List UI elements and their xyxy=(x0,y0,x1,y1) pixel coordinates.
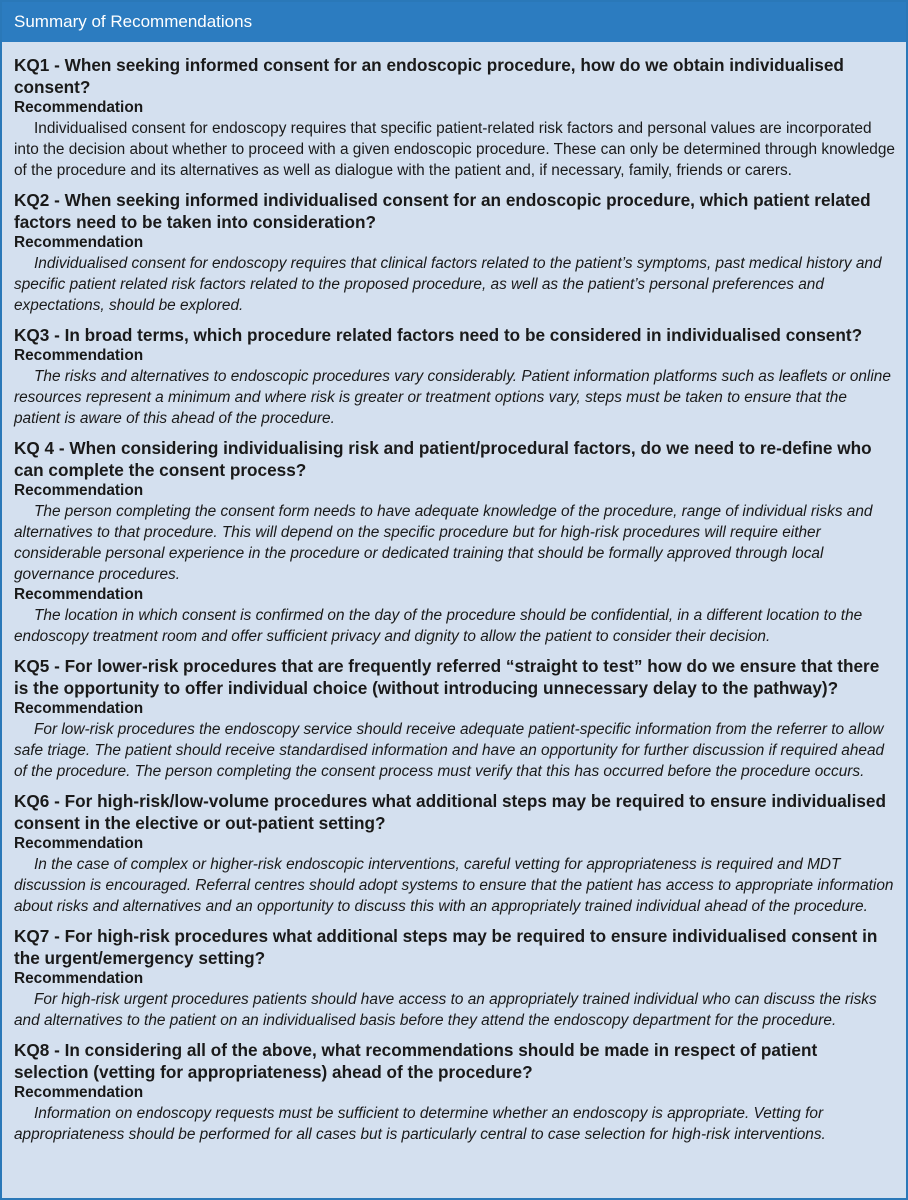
recommendation-label: Recommendation xyxy=(14,970,144,987)
recommendations-list xyxy=(2,42,906,1145)
recommendation-label: Recommendation xyxy=(14,835,144,852)
recommendation-text: In the case of complex or higher-risk endoscopic interventions, careful vetting for appropriateness is required and MDT discussion is encouraged. Referral centres should adopt systems to ensure that the patient has access to appropriate information about risks and alternatives and an opportunity to discuss this with an appropriately trained individual ahead of the procedure. xyxy=(14,856,894,915)
kq-3 xyxy=(14,324,896,429)
kq-8 xyxy=(14,1039,896,1145)
kq-1 xyxy=(14,54,896,181)
kq-question: KQ7 - For high-risk procedures what additional steps may be required to ensure individualised consent in the urgent/emergency setting? xyxy=(14,926,878,968)
recommendation-label: Recommendation xyxy=(14,586,144,603)
recommendation-label: Recommendation xyxy=(14,700,144,717)
recommendation-text: Individualised consent for endoscopy requires that specific patient-related risk factors and personal values are incorporated into the decision about whether to proceed with a given endoscopic procedure. These can only be determined through knowledge of the procedure and its alternatives as well as dialogue with the patient and, if necessary, family, friends or carers. xyxy=(14,120,895,179)
kq-question: KQ 4 - When considering individualising risk and patient/procedural factors, do we need to re-define who can complete the consent process? xyxy=(14,438,872,480)
panel-header xyxy=(2,2,906,42)
recommendation-label: Recommendation xyxy=(14,234,144,251)
recommendation-label: Recommendation xyxy=(14,482,144,499)
kq-2 xyxy=(14,189,896,316)
recommendation-text: The person completing the consent form needs to have adequate knowledge of the procedure, range of individual risks and alternatives to that procedure. This will depend on the specific procedure but for high-risk procedures will require either considerable personal experience in the procedure or dedicated training that should be formally approved through local governance procedures. xyxy=(14,503,873,583)
recommendation-label: Recommendation xyxy=(14,99,144,116)
kq-5 xyxy=(14,655,896,782)
panel-title: Summary of Recommendations xyxy=(14,12,253,31)
kq-question: KQ2 - When seeking informed individualised consent for an endoscopic procedure, which patient related factors need to be taken into consideration? xyxy=(14,190,871,232)
recommendation-text: The location in which consent is confirmed on the day of the procedure should be confidential, in a different location to the endoscopy treatment room and offer sufficient privacy and dignity to allow the patient to consider their decision. xyxy=(14,607,863,645)
kq-6 xyxy=(14,790,896,917)
recommendation-text: For high-risk urgent procedures patients should have access to an appropriately trained individual who can discuss the risks and alternatives to the patient on an individualised basis before they attend the endoscopy department for the procedure. xyxy=(14,991,877,1029)
recommendation-label: Recommendation xyxy=(14,347,144,364)
recommendation-text: Individualised consent for endoscopy requires that clinical factors related to the patient’s symptoms, past medical history and specific patient related risk factors related to the proposed procedure, as well as the patient’s personal preferences and expectations, should be explored. xyxy=(14,255,882,314)
kq-7 xyxy=(14,925,896,1031)
kq-question: KQ1 - When seeking informed consent for an endoscopic procedure, how do we obtain individualised consent? xyxy=(14,55,844,97)
recommendation-text: Information on endoscopy requests must be sufficient to determine whether an endoscopy is appropriate. Vetting for appropriateness should be performed for all cases but is particularly central to case selection for high-risk interventions. xyxy=(14,1105,826,1143)
recommendation-text: For low-risk procedures the endoscopy service should receive adequate patient-specific information from the referrer to allow safe triage. The patient should receive standardised information and have an opportunity for further discussion if required ahead of the procedure. The person completing the consent process must verify that this has occurred before the procedure occurs. xyxy=(14,721,885,780)
kq-question: KQ8 - In considering all of the above, what recommendations should be made in respect of patient selection (vetting for appropriateness) ahead of the procedure? xyxy=(14,1040,818,1082)
recommendation-label: Recommendation xyxy=(14,1084,144,1101)
recommendation-text: The risks and alternatives to endoscopic procedures vary considerably. Patient information platforms such as leaflets or online resources represent a minimum and where risk is greater or treatment options vary, steps must be taken to ensure that the patient is aware of this ahead of the procedure. xyxy=(14,368,891,427)
kq-question: KQ6 - For high-risk/low-volume procedures what additional steps may be required to ensure individualised consent in the elective or out-patient setting? xyxy=(14,791,886,833)
kq-question: KQ5 - For lower-risk procedures that are frequently referred “straight to test” how do we ensure that there is the opportunity to offer individual choice (without introducing unnecessary delay to the pathway)? xyxy=(14,656,880,698)
kq-question: KQ3 - In broad terms, which procedure related factors need to be considered in individualised consent? xyxy=(14,325,863,345)
kq-4 xyxy=(14,437,896,647)
